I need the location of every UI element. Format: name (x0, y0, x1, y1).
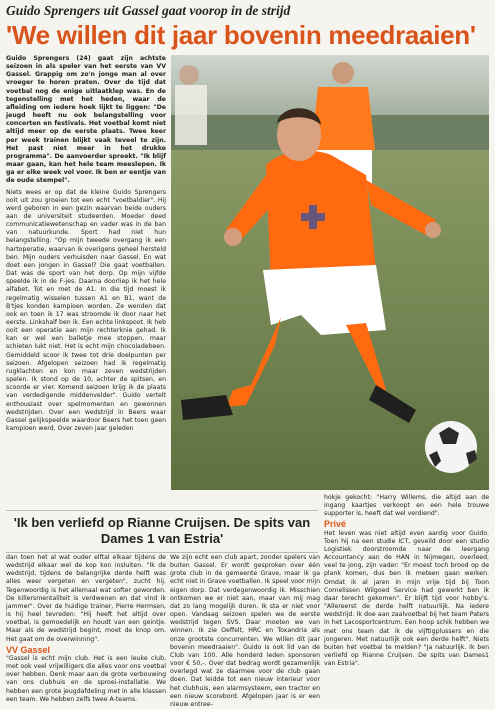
bottom-middle-column (170, 554, 320, 708)
article-body-col3-top: hokje gekocht: "Harry Willems, die altijd aan de ingang kaartjes verkoopt en een hele trouwe supporter is, heeft dat wel verdiend". (324, 494, 489, 518)
vv-gassel-heading: VV Gassel (6, 644, 51, 655)
bottom-right-column (324, 494, 489, 697)
prive-text: Het leven was niet altijd even aardig voor Guido. Toen hij na een studie ICT, geveild door een studio Logistiek doorstroomde naar de leergang Accountancy aan de HAN in Nijmegen, overleed, veel te jong, zijn vader: "Er moest toch brood op de plank komen, dus ben ik meteen gaan werken. Omdat ik al jaren in mijn vrije tijd bij Toon Cornelissen Wilgoed Service had gewerkt ben ik daar terecht gekomen". Er blijft tijd voor hobby's. "Allereerst de derde helft natuurlijk. Na iedere wedstrijd. Ik doe aan zaalvoetbal bij het team Paters in het Lacosportcentrum. Een hoop schik hebben we met ons team dat ik de vijftigplussers en die jongeren. Met natuurlijk ook een derde helft". Niets buiten het voetbal te melden? "Ja natuurlijk. Ik ben verliefd op Rianne Cruijsen. De spits van Dames1 van Estria". (324, 529, 489, 668)
article-body-col1-bottom: dan toen het al wat ouder elftal elkaar tijdens de wedstrijd elkaar wel de kop kon insluiten. "Ik de wedstrijd, tijdens de belangrijke derde helft was alles weer vergeten en vergeten", zucht hij. Tegenwoordig is het allemaal wat softer geworden. De killersmentaliteit is verdwenen en dat vind ik jammer". Over de huidige trainer, Pierre Hermsen, is hij heel tevreden: "Hij heeft het altijd over voetbal, is gemoedelijk en houdt van een geintje. Maar als de wedstrijd begint, moet de knop om. Het gaat om de overwinning". (6, 554, 166, 643)
left-column (6, 55, 166, 505)
vv-gassel-text: "Gassel is echt mijn club. Het is een leuke club, met ook veel vrijwilligers die alles voor ons voetbal over hebben. Denk maar aan de grote verbouwing van ons clubhuis en de sproei-installatie. We hebben een grote jeugdafdeling met in alle klassen een team. We hebben zelfs twee A-teams. (6, 654, 166, 703)
article-kicker: Guido Sprengers uit Gassel gaat voorop in de strijd (6, 3, 291, 18)
article-body-col2: We zijn echt een club apart, zonder spelers van buiten Gassel. Er wordt gesproken over één grote club in de gemeente Grave, maar ik ga echt niet in Grave voetballen. Ik speel voor mijn eigen dorp. Dat verdegenwoordig ik. Misschien ontkomen we er niet aan, maar van mij mag dat zo lang mogelijk duren. Ik sta er niet voor open. Vandaag seizoen spelen we de eerste wedstrijd tegen SVS. Daar moeten we van winnen. Ik zie Oeffelt, HRC en Toxandria als onze grootste concurrenten. We willen dit jaar bovenin meedraaien". Guido is ook lid van de Club van 100. Alle honderd leden sponsoren voor € 50,-. Over dat bedrag wordt gezamenlijk overlegd wat ze daarmee voor de club gaan doen. Dat leidde tot een nieuw interieur voor het clubhuis, een alarmsysteem, een tractor en een nieuw scorebord. Afgelopen jaar is er een nieuw entree- (170, 554, 320, 708)
bottom-left-column (6, 554, 166, 703)
article-lead: Guido Sprengers (24) gaat zijn achtste seizoen in als speler van het eerste van VV Gassel. Grappig om zo'n jonge man al over vroeger te horen praten. Over de tijd dat voetbal nog de enige uitlaatklep was. En de tegenstelling met het heden, waar de afleiding om iedere hoek lijkt te liggen: "De jeugd heeft nu ook belangstelling voor concerten en festivals. Het voetbal komt niet altijd meer op de eerste plaats. Twee keer per week trainen blijkt vaak teveel te zijn. Het past niet meer in het drukke programma". De aanvoerder spreekt. "Ik blijf maar gaan, kan het hele team meeslepen. Ik ga er elke week vol voor. Ik ben er eentje van de oude stempel". (6, 55, 166, 185)
article-headline: 'We willen dit jaar bovenin meedraaien' (6, 20, 476, 50)
prive-heading: Privé (324, 519, 347, 530)
pull-quote: 'Ik ben verliefd op Rianne Cruijsen. De spits van Dames 1 van Estria' (6, 510, 318, 553)
football-player-photo (171, 55, 489, 490)
article-body-col1: Niets wees er op dat de kleine Guido Sprengers ooit uit zou groeien tot een echt "voetbaldier". Hij werd geboren in een gezin waarvan beide ouders aan de universiteit studeerden. Moeder deed communicatiewetenschap en vader was in de ban van natuurkunde. Sport had niet hun belangstelling. "Op mijn tweede overgang ik een hartoperatie, waarvan ik overigens geheel hersteld ben. Mijn ouders verhuisden naar Gassel. En wat doet een jongen in Gassel? Die gaat voetballen. Dat was de sport van het dorp. Op mijn vijfde speelde ik in de F-jes. Daarna doorliep ik het hele alfabet. Tot en met de A1. In die tijd moest ik regelmatig wisselen tussen A1 en B1, want de B'tjes konden kampioen worden. Ze wenden dat ook en toen ik 17 was stroomde ik door naar het eerste. Linkshalf ben ik. Een echte linkspoot. Ik heb ooit een operatie aan mijn rechterknie gehad. Ik kan er wel een balletje mee stoppen, maar schieten lukt niet. Het is echt mijn chocoladebeen. Gemiddeld scoor ik twee tot drie doelpunten per seizoen. Afgelopen seizoen had ik regelmatig rugklachten en kon maar zeven wedstrijden spelen. Ik stond op de 10, achter de spitsen, en scoorde er vier. Komend seizoen krijg ik de plaats van verdedigende middenvelder". Guido vertelt enthousiast over spelmomenten en gewonnen wedstrijden. Over een wedstrijd in Beers waar Gassel gelijkspeelde waardoor Beers het toen geen kampioen werd. Over zeven jaar geleden (6, 188, 166, 433)
